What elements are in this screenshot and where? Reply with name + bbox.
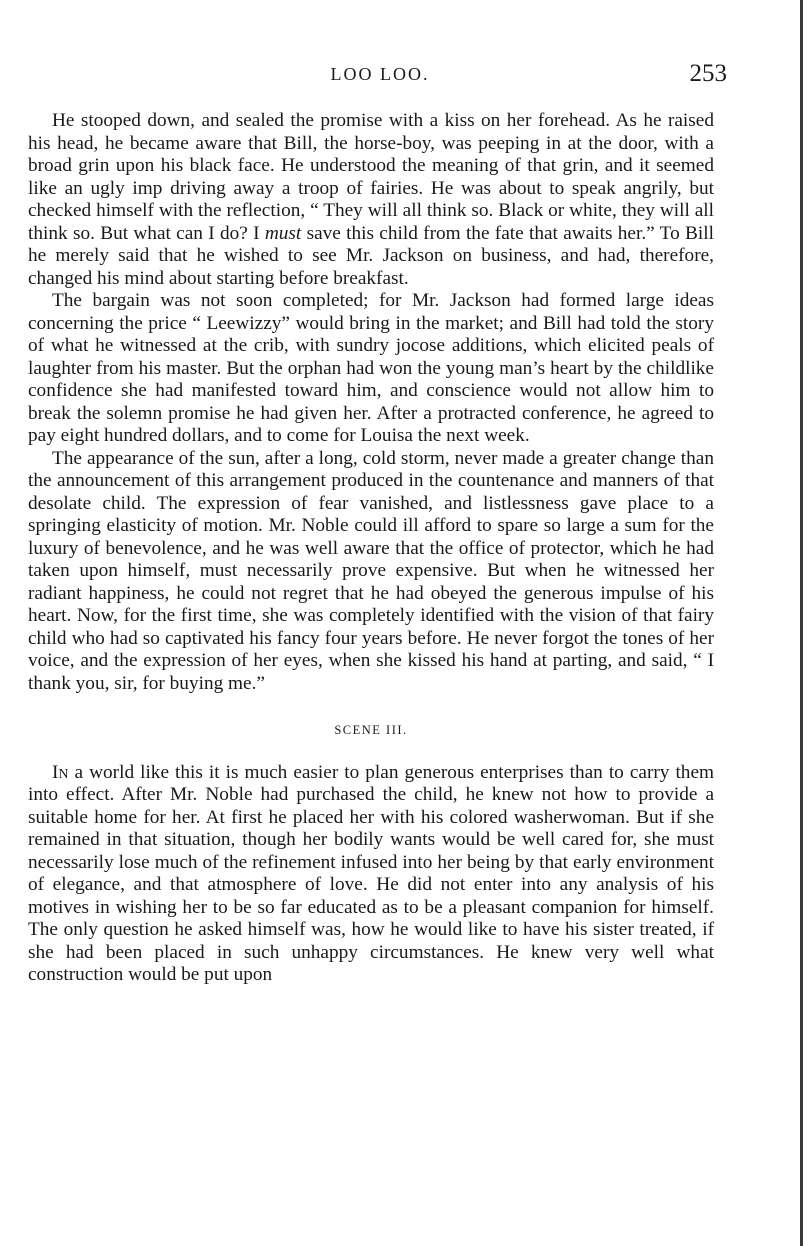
emphasis-must: must (264, 222, 302, 244)
paragraph-3: The appearance of the sun, after a long, cold storm, never made a greater change than the announcement of this arrangement produced in the countenance and manners of that desolate child. The expression of fear vanished, and listlessness gave place to a springing elasticity of motion. Mr. Noble could ill afford to spare so large a sum for the luxury of benevolence, and he was well aware that the office of protector, which he had taken upon himself, must necessarily prove expensive. But when he witnessed her radiant happiness, he could not regret that he had obeyed the generous impulse of his heart. Now, for the first time, she was completely identified with the vision of that fairy child who had so captivated his fancy four years before. He never forgot the tones of her voice, and the expression of her eyes, when she kissed his hand at parting, and said, “ I thank you, sir, for buying me.” (28, 447, 714, 694)
paragraph-4-first-word: In (52, 761, 69, 783)
running-head (0, 60, 803, 90)
running-title: LOO LOO. (330, 64, 430, 84)
body-text (28, 110, 714, 987)
paragraph-2: The bargain was not soon completed; for Mr. Jackson had formed large ideas concerning the price “ Leewizzy” would bring in the market; and Bill had told the story of what he witnessed at the crib, with sundry jocose additions, which elicited peals of laughter from his master. But the orphan had won the young man’s heart by the childlike confidence she had manifested toward him, and conscience would not allow him to break the solemn promise he had given her. After a protracted conference, he agreed to pay eight hundred dollars, and to come for Louisa the next week. (28, 290, 714, 446)
page-number: 253 (689, 60, 727, 87)
paragraph-4 (28, 762, 714, 987)
paragraph-1-text-b: save this child from the fate that awaits her.” To Bill he merely said that he wished to see Mr. Jackson on business, and had, therefore, changed his mind about starting before breakfast. (28, 222, 714, 289)
scene-heading: SCENE III. (334, 723, 408, 737)
paragraph-1-text-a: He stooped down, and sealed the promise with a kiss on her forehead. As he raised his head, he became aware that Bill, the horse-boy, was peeping in at the door, with a broad grin upon his black face. He understood the meaning of that grin, and it seemed like an ugly imp driving away a troop of fairies. He was about to speak angrily, but checked himself with the reflection, “ They will all think so. Black or white, they will all think so. But what can I do? I (28, 110, 714, 244)
paragraph-4-text: a world like this it is much easier to plan generous enterprises than to carry them into effect. After Mr. Noble had purchased the child, he knew not how to provide a suitable home for her. At first he placed her with his colored washerwoman. But if she remained in that situation, though her bodily wants would be well cared for, she must necessarily lose much of the refinement infused into her being by that early environment of elegance, and that atmosphere of love. He did not enter into any analysis of his motives in wishing her to be so far educated as to be a pleasant companion for himself. The only question he asked himself was, how he would like to have his sister treated, if she had been placed in such unhappy circumstances. He knew very well what construction would be put upon (28, 761, 714, 985)
paragraph-1 (28, 110, 714, 290)
